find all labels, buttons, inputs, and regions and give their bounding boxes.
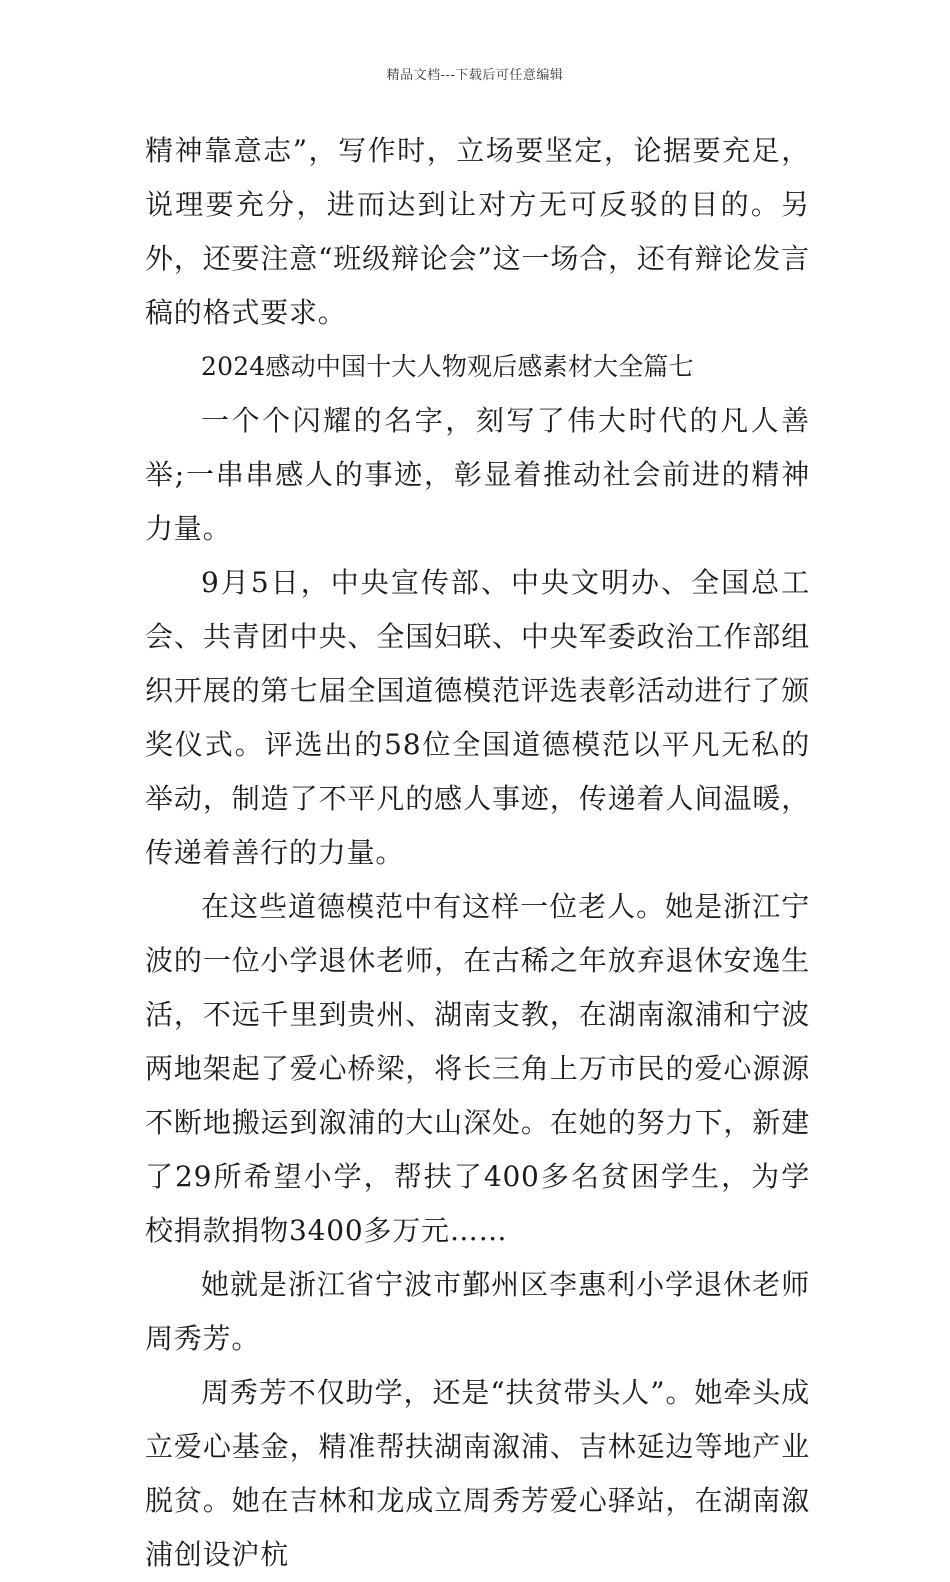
page-header: 精品文档---下载后可任意编辑 [386,68,564,83]
paragraph-intro: 一个个闪耀的名字，刻写了伟大时代的凡人善举;一串串感人的事迹，彰显着推动社会前进的精神力量。 [145,404,810,545]
paragraph-name: 她就是浙江省宁波市鄞州区李惠利小学退休老师周秀芳。 [145,1268,810,1355]
paragraph-continuation: 精神靠意志”，写作时，立场要坚定，论据要充足，说理要充分，进而达到让对方无可反驳的目的。另外，还要注意“班级辩论会”这一场合，还有辩论发言稿的格式要求。 [145,134,810,329]
document-body [145,124,810,1582]
paragraph-teacher: 在这些道德模范中有这样一位老人。她是浙江宁波的一位小学退休老师，在古稀之年放弃退休安逸生活，不远千里到贵州、湖南支教，在湖南溆浦和宁波两地架起了爱心桥梁，将长三角上万市民的爱心源源不断地搬运到溆浦的大山深处。在她的努力下，新建了29所希望小学，帮扶了400多名贫困学生，为学校捐款捐物3400多万元…… [145,890,810,1247]
paragraph-poverty: 周秀芳不仅助学，还是“扶贫带头人”。她牵头成立爱心基金，精准帮扶湖南溆浦、吉林延边等地产业脱贫。她在吉林和龙成立周秀芳爱心驿站，在湖南溆浦创设沪杭 [145,1376,810,1571]
section-title: 2024感动中国十大人物观后感素材大全篇七 [201,352,694,381]
paragraph-event: 9月5日，中央宣传部、中央文明办、全国总工会、共青团中央、全国妇联、中央军委政治工作部组织开展的第七届全国道德模范评选表彰活动进行了颁奖仪式。评选出的58位全国道德模范以平凡无私的举动，制造了不平凡的感人事迹，传递着人间温暖，传递着善行的力量。 [145,566,810,869]
